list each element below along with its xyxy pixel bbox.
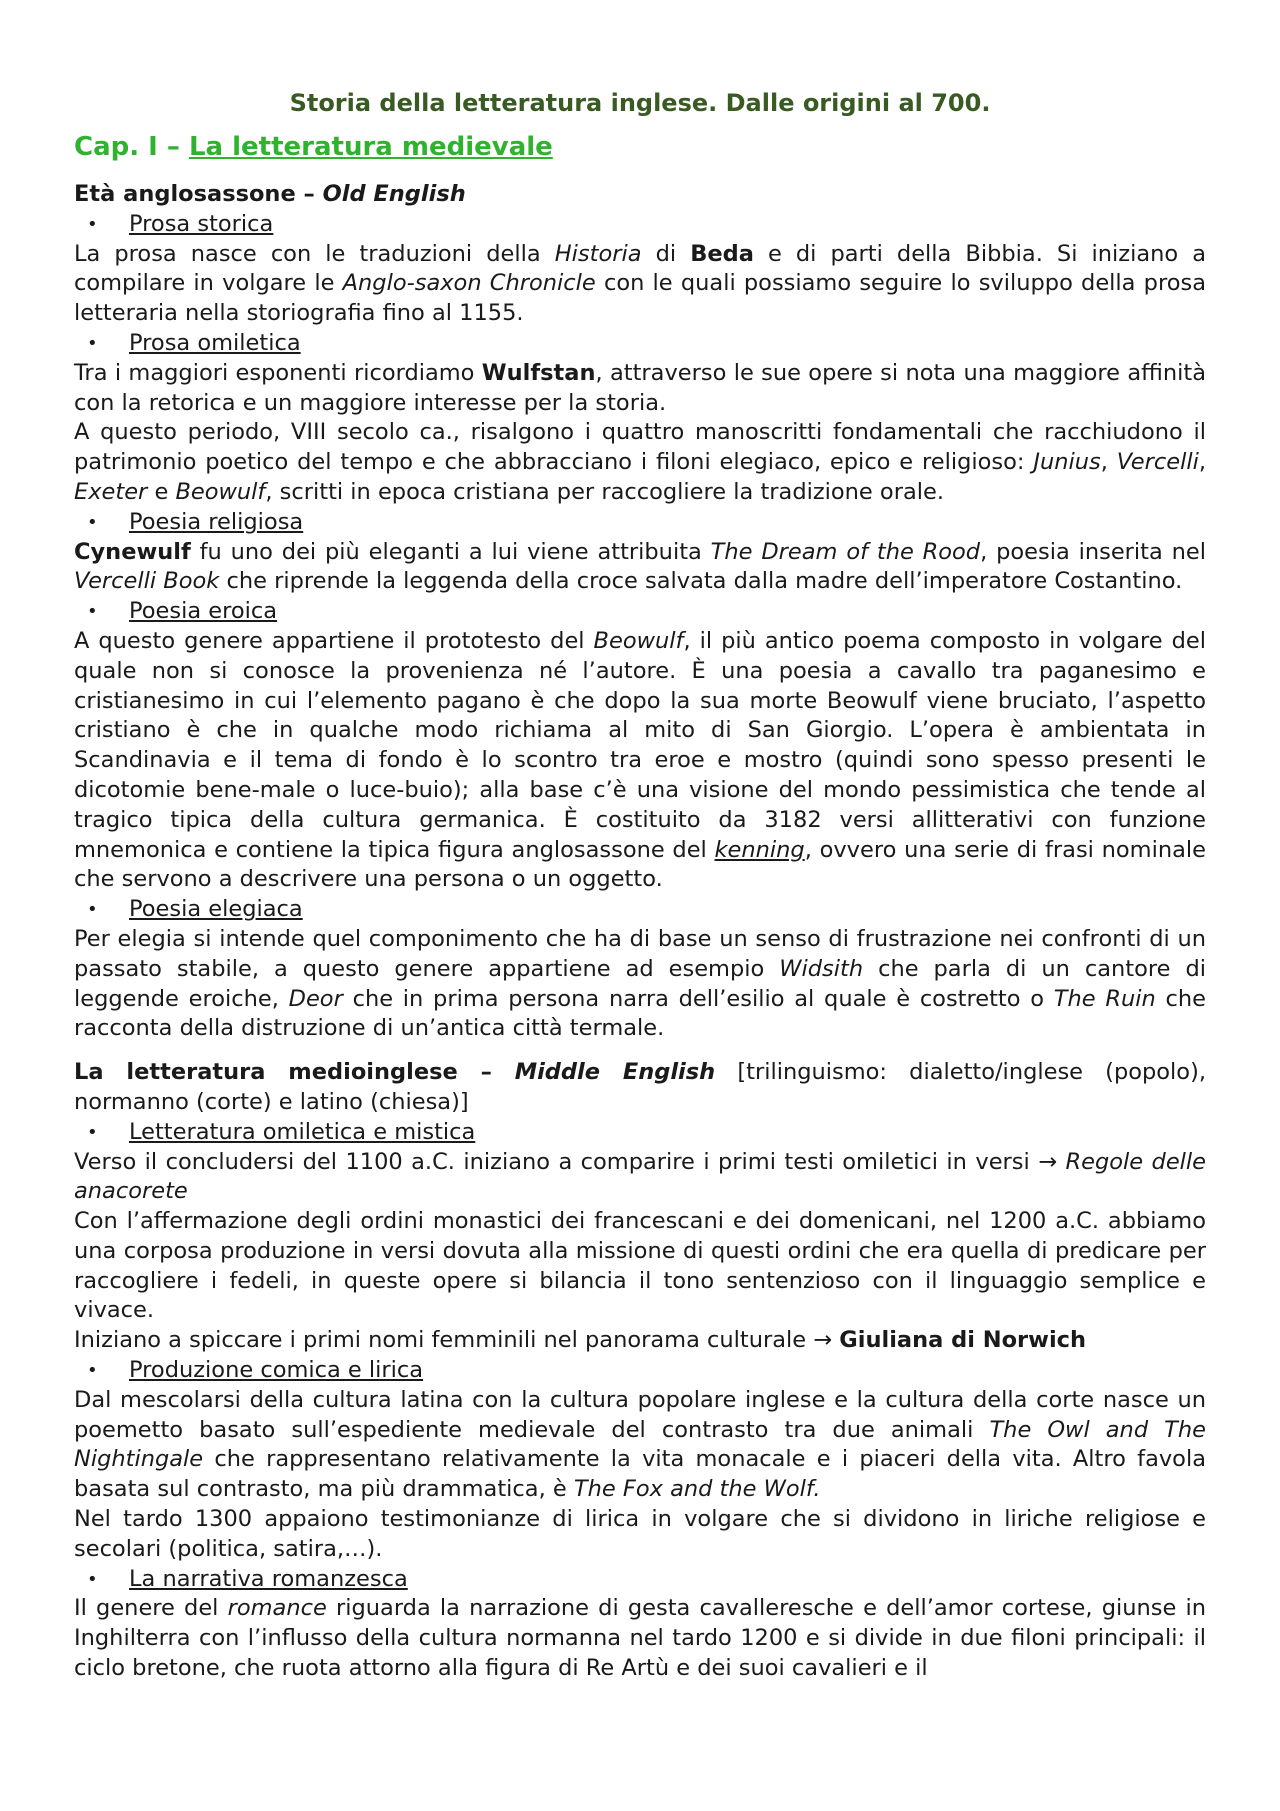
emphasis-italic: The Dream of the Rood [710, 538, 981, 565]
text-run: Dal mescolarsi della cultura latina con la cultura popolare inglese e la cultura della corte nasce un poemetto basato sull’espediente medievale del contrasto tra due animali [74, 1386, 1206, 1443]
text-run: [trilinguismo: dialetto/inglese (popolo), normanno (corte) e latino (chiesa)] [74, 1059, 1207, 1115]
emphasis-italic: Vercelli Book [74, 568, 220, 595]
text-run: con le quali possiamo seguire lo sviluppo della prosa letteraria nella storiografia fino al 1155. [74, 270, 1206, 327]
text-run: Tra i maggiori esponenti ricordiamo [74, 359, 482, 386]
emphasis-italic: Anglo-saxon Chronicle [342, 270, 596, 297]
emphasis-italic: Deor [288, 985, 343, 1012]
emphasis-italic: Widsith [779, 955, 864, 982]
text-run: La prosa nasce con le traduzioni della [74, 240, 555, 267]
paragraph [74, 538, 1206, 598]
emphasis-italic: Beowulf [175, 478, 266, 505]
subsection-heading [74, 597, 1206, 627]
bullet-icon: • [87, 213, 98, 235]
text-run: Per elegia si intende quel componimento che ha di base un senso di frustrazione nei confronti di un passato stabile, a questo genere appartiene ad esempio [74, 925, 1206, 982]
subsection-heading [74, 1356, 1206, 1386]
text-run: e di parti della Bibbia. Si iniziano a compilare in volgare le [74, 240, 1206, 297]
bullet-icon: • [87, 511, 98, 533]
emphasis-italic: Vercelli [1116, 449, 1199, 476]
text-run: che riprende la leggenda della croce salvata dalla madre dell’imperatore Costantino. [219, 568, 1183, 595]
paragraph [74, 1386, 1206, 1505]
section-heading [74, 180, 1206, 210]
text-run: di [641, 240, 691, 267]
subsection-heading-text: Letteratura omiletica e mistica [129, 1118, 476, 1145]
emphasis-bold: Beda [690, 240, 754, 267]
paragraph [74, 1148, 1206, 1208]
subsection-heading-text: Poesia religiosa [129, 508, 304, 535]
text-run: , ovvero una serie di frasi nominale che servono a descrivere una persona o un oggetto. [74, 836, 1206, 893]
text-run: Nel tardo 1300 appaiono testimonianze di lirica in volgare che si dividono in liriche religiose e secolari (politica, satira,…). [74, 1506, 1206, 1562]
document-body [74, 180, 1206, 1684]
chapter-heading [74, 131, 1206, 163]
paragraph [74, 1594, 1206, 1683]
text-run: Verso il concludersi del 1100 a.C. iniziano a comparire i primi testi omiletici in versi → [74, 1148, 1066, 1175]
emphasis-bold: Cynewulf [74, 538, 191, 565]
emphasis-italic: romance [227, 1595, 327, 1622]
subsection-heading-text: Produzione comica e lirica [129, 1357, 424, 1384]
text-run: Età anglosassone – [74, 181, 323, 207]
text-run: , attraverso le sue opere si nota una maggiore affinità con la retorica e un maggiore interesse per la storia. [74, 359, 1206, 416]
emphasis-italic: Junius [1033, 449, 1101, 476]
section-heading [74, 1058, 1206, 1118]
emphasis-bold: La letteratura medioinglese – [74, 1059, 515, 1086]
paragraph [74, 627, 1206, 895]
text-run: , scritti in epoca cristiana per raccogliere la tradizione orale. [265, 478, 944, 505]
text-run: Con l’affermazione degli ordini monastici dei francescani e dei domenicani, nel 1200 a.C. abbiamo una corposa produzione in versi dovuta alla missione di questi ordini che era quella di predicare per raccogliere i fedeli, in queste opere si bilancia il tono sentenzioso con il linguaggio semplice e vivace. [74, 1208, 1206, 1324]
chapter-title: La letteratura medievale [188, 132, 553, 162]
subsection-heading [74, 210, 1206, 240]
text-run: , [1198, 449, 1206, 476]
paragraph [74, 1207, 1206, 1326]
text-run: Il genere del [74, 1595, 228, 1622]
emphasis-italic: Old English [322, 181, 466, 207]
paragraph [74, 240, 1206, 329]
bullet-icon: • [87, 332, 98, 354]
text-run: , [1100, 449, 1117, 476]
text-run: che parla di un cantore di leggende eroiche, [74, 955, 1206, 1012]
text-run: A questo genere appartiene il prototesto del [74, 627, 594, 654]
emphasis-bold: Wulfstan [481, 359, 596, 386]
subsection-heading-text: La narrativa romanzesca [129, 1565, 408, 1592]
text-run: e [147, 478, 176, 505]
subsection-heading-text: Prosa storica [129, 210, 274, 237]
document-title: Storia della letteratura inglese. Dalle origini al 700. [289, 89, 991, 117]
emphasis-bold: Giuliana di Norwich [839, 1327, 1087, 1354]
emphasis-italic: The Fox and the Wolf. [573, 1476, 821, 1503]
text-run: , il più antico poema composto in volgare del quale non si conosce la provenienza né l’autore. È una poesia a cavallo tra paganesimo e cristianesimo in cui l’elemento pagano è che dopo la sua morte Beowulf viene bruciato, l’aspetto cristiano è che in qualche modo richiama al mito di San Giorgio. L’opera è ambientata in Scandinavia e il tema di fondo è lo scontro tra eroe e mostro (quindi sono spesso presenti le dicotomie bene-male o luce-buio); alla base c’è una visione del mondo pessimistica che tende al tragico tipica della cultura germanica. È costituito da 3182 versi allitterativi con funzione mnemonica e contiene la tipica figura anglosassone del [74, 627, 1207, 863]
paragraph [74, 1505, 1206, 1565]
bullet-icon: • [87, 1360, 98, 1382]
bullet-icon: • [87, 601, 98, 623]
paragraph [74, 1326, 1206, 1356]
text-run: fu uno dei più eleganti a lui viene attribuita [190, 538, 711, 565]
subsection-heading [74, 1118, 1206, 1148]
text-run: che rappresentano relativamente la vita monacale e i piaceri della vita. Altro favola basata sul contrasto, ma più drammatica, è [74, 1446, 1206, 1503]
subsection-heading [74, 329, 1206, 359]
emphasis-italic: Historia [554, 240, 642, 267]
text-run: Iniziano a spiccare i primi nomi femminili nel panorama culturale → [74, 1327, 840, 1354]
bullet-icon: • [87, 899, 98, 921]
emphasis-italic: The Ruin [1053, 985, 1156, 1012]
subsection-heading [74, 895, 1206, 925]
subsection-heading-text: Poesia eroica [129, 598, 278, 625]
subsection-heading [74, 508, 1206, 538]
subsection-heading [74, 1565, 1206, 1595]
chapter-prefix: Cap. I – [74, 132, 189, 162]
bullet-icon: • [87, 1568, 98, 1590]
emphasis-italic: kenning [714, 836, 805, 863]
subsection-heading-text: Prosa omiletica [129, 329, 301, 356]
paragraph [74, 925, 1206, 1044]
text-run: riguarda la narrazione di gesta cavalleresche e dell’amor cortese, giunse in Inghilterra con l’influsso della cultura normanna nel tardo 1200 e si divide in due filoni principali: il ciclo bretone, che ruota attorno alla figura di Re Artù e dei suoi cavalieri e il [74, 1595, 1206, 1682]
paragraph [74, 418, 1206, 507]
subsection-heading-text: Poesia elegiaca [129, 896, 303, 923]
paragraph [74, 359, 1206, 419]
emphasis-italic: Exeter [74, 478, 148, 505]
emphasis-italic: Beowulf [593, 627, 684, 654]
text-run: A questo periodo, VIII secolo ca., risalgono i quattro manoscritti fondamentali che racchiudono il patrimonio poetico del tempo e che abbracciano i filoni elegiaco, epico e religioso: [74, 419, 1206, 476]
emphasis-bold: Middle English [514, 1059, 716, 1086]
emphasis-italic: Regole delle anacorete [74, 1148, 1207, 1205]
text-run: che in prima persona narra dell’esilio al quale è costretto o [342, 985, 1054, 1012]
bullet-icon: • [87, 1121, 98, 1143]
text-run: , poesia inserita nel [980, 538, 1206, 565]
text-run: che racconta della distruzione di un’antica città termale. [74, 985, 1207, 1042]
emphasis-italic: The Owl and The Nightingale [74, 1416, 1207, 1473]
